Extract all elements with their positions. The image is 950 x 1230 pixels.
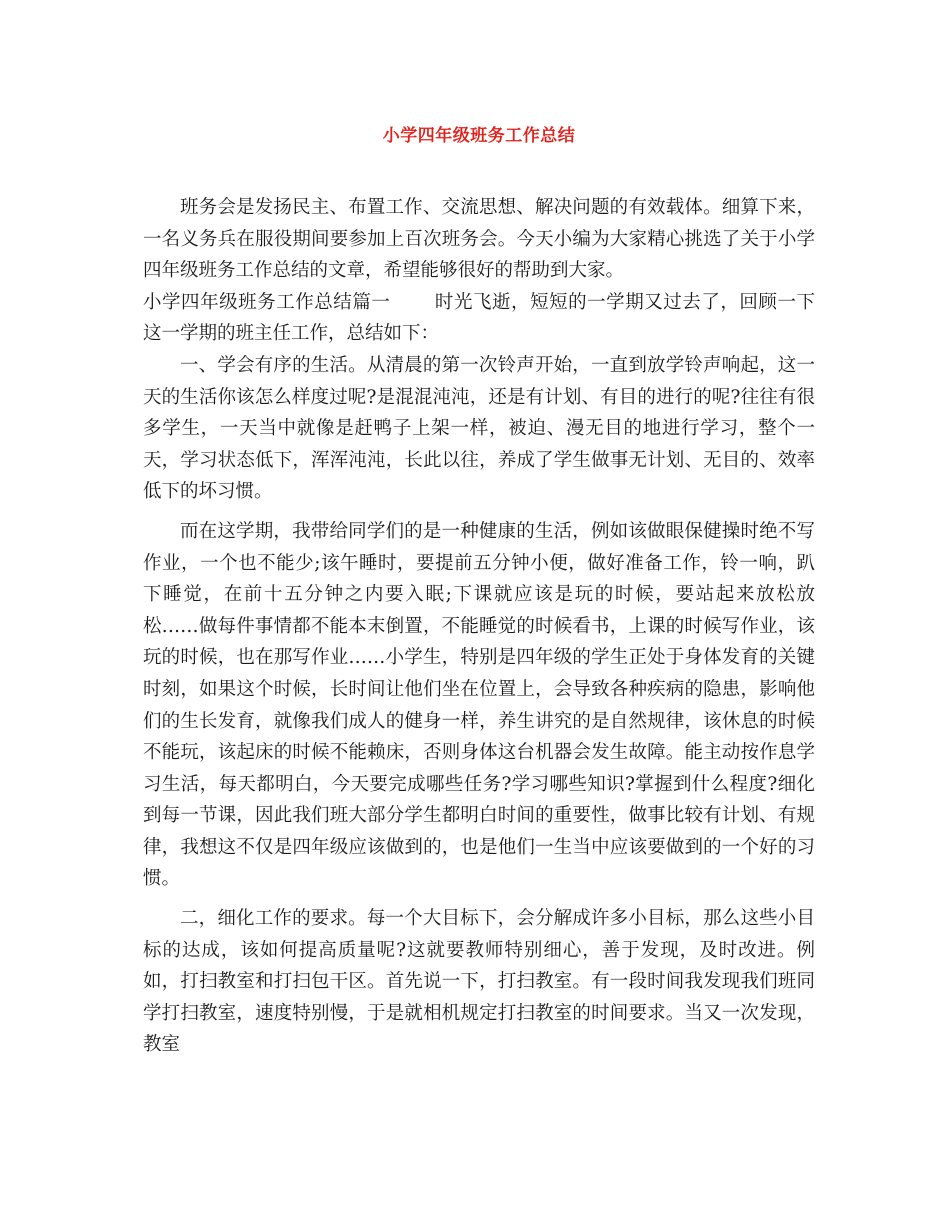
document-page [143, 116, 815, 1061]
body-paragraph-3: 二，细化工作的要求。每一个大目标下，会分解成许多小目标，那么这些小目标的达成，该如何提高质量呢?这就要教师特别细心，善于发现，及时改进。例如，打扫教室和打扫包干区。首先说一下，打扫教室。有一段时间我发现我们班同学打扫教室，速度特别慢，于是就相机规定打扫教室的时间要求。当又一次发现，教室 [143, 908, 815, 1056]
body-paragraph-2: 而在这学期，我带给同学们的是一种健康的生活，例如该做眼保健操时绝不写作业，一个也不能少;该午睡时，要提前五分钟小便，做好准备工作，铃一响，趴下睡觉，在前十五分钟之内要入眠;下课就应该是玩的时候，要站起来放松放松……做每件事情都不能本末倒置，不能睡觉的时候看书，上课的时候写作业，该玩的时候，也在那写作业……小学生，特别是四年级的学生正处于身体发育的关键时刻，如果这个时候，长时间让他们坐在位置上，会导致各种疾病的隐患，影响他们的生长发育，就像我们成人的健身一样，养生讲究的是自然规律，该休息的时候不能玩，该起床的时候不能赖床，否则身体这台机器会发生故障。能主动按作息学习生活，每天都明白，今天要完成哪些任务?学习哪些知识?掌握到什么程度?细化到每一节课，因此我们班大部分学生都明白时间的重要性，做事比较有计划、有规律，我想这不仅是四年级应该做到的，也是他们一生当中应该要做到的一个好的习惯。 [143, 520, 815, 890]
intro-paragraph: 班务会是发扬民主、布置工作、交流思想、解决问题的有效载体。细算下来，一名义务兵在服役期间要参加上百次班务会。今天小编为大家精心挑选了关于小学四年级班务工作总结的文章，希望能够很好的帮助到大家。 [143, 197, 815, 282]
body-paragraph-1: 一、学会有序的生活。从清晨的第一次铃声开始，一直到放学铃声响起，这一天的生活你该怎么样度过呢?是混混沌沌，还是有计划、有目的进行的呢?往往有很多学生，一天当中就像是赶鸭子上架一样，被迫、漫无目的地进行学习，整个一天，学习状态低下，浑浑沌沌，长此以往，养成了学生做事无计划、无目的、效率低下的坏习惯。 [143, 354, 815, 503]
section-label: 小学四年级班务工作总结篇一 [143, 291, 391, 313]
section-heading-paragraph [143, 287, 815, 350]
document-title: 小学四年级班务工作总结 [382, 126, 576, 146]
section-lead: 时光飞逝，短短的一学期又过去了，回顾一下这一学期的班主任工作，总结如下： [143, 291, 815, 345]
